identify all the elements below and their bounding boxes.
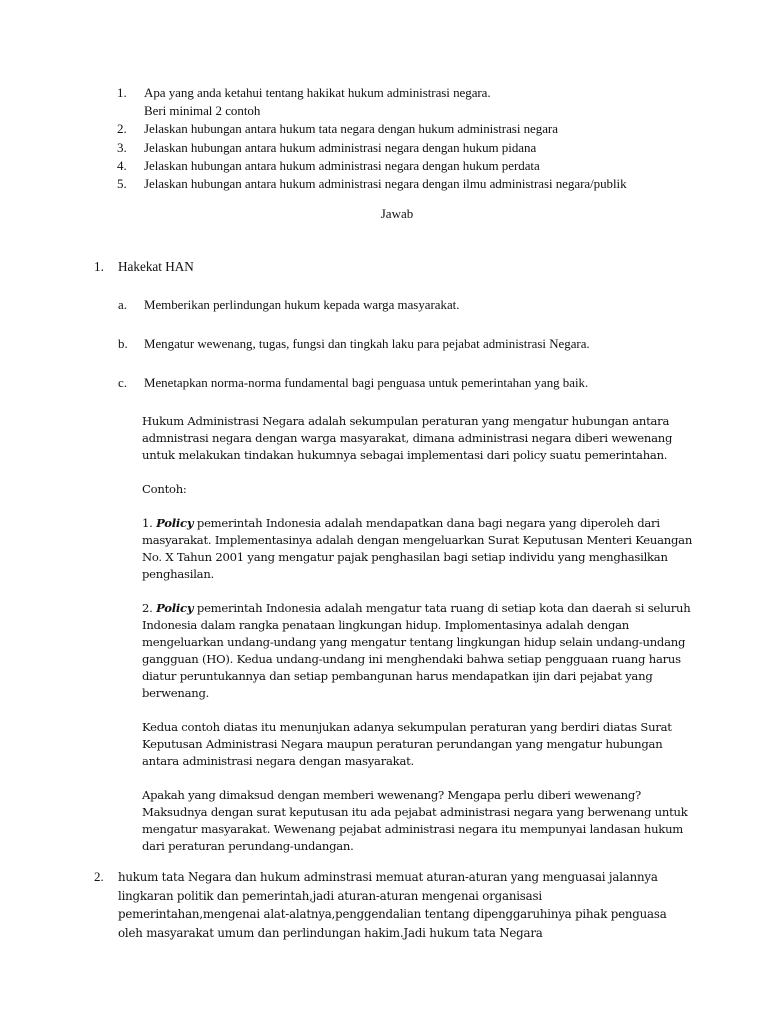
answer-one-marker: 1.	[94, 259, 104, 274]
question-item	[117, 120, 677, 138]
answer-section-one	[94, 258, 694, 872]
question-marker: 3.	[117, 139, 127, 155]
question-text: Jelaskan hubungan antara hukum administrasi negara dengan hukum perdata	[144, 157, 540, 173]
question-item	[117, 175, 677, 193]
sub-item-a	[118, 296, 694, 314]
question-marker: 1.	[117, 85, 127, 100]
question-text: Jelaskan hubungan antara hukum tata negara dengan hukum administrasi negara	[144, 121, 558, 137]
questions-list	[117, 84, 677, 193]
question-continuation: Beri minimal 2 contoh	[144, 103, 261, 119]
answer-two-text: hukum tata Negara dan hukum adminstrasi memuat aturan-aturan yang menguasai jalannya lingkaran politik dan pemerintah,jadi aturan-aturan mengenai organisasi pemerintahan,mengenai alat-alatnya,penggendalian tentang dipenggaruhinya pihak penguasa oleh masyarakat umum dan perlindungan hakim.Jadi hukum tata Negara	[118, 870, 667, 940]
question-text: Apa yang anda ketahui tentang hakikat hukum administrasi negara.	[144, 85, 491, 100]
answer-one-heading-text: Hakekat HAN	[118, 259, 194, 274]
sub-item-c	[118, 374, 694, 392]
question-item	[117, 84, 677, 120]
question-marker: 5.	[117, 176, 127, 192]
definition-paragraph: Hukum Administrasi Negara adalah sekumpulan peraturan yang mengatur hubungan antara admnistrasi negara dengan warga masyarakat, dimana administrasi negara diberi wewenang untuk melakukan tindakan hukumnya sebagai implementasi dari policy suatu pemerintahan.	[142, 414, 673, 462]
contoh-label: Contoh:	[142, 482, 187, 496]
example-emphasis: Policy	[156, 601, 194, 615]
answer-one-heading	[94, 258, 694, 276]
sub-item-marker: b.	[118, 337, 128, 351]
question-item	[117, 139, 677, 157]
example-emphasis: Policy	[156, 516, 194, 530]
sub-item-marker: a.	[118, 298, 127, 312]
example-paragraph-2	[142, 600, 698, 702]
example-number: 1.	[142, 516, 153, 530]
example-text: pemerintah Indonesia adalah mendapatkan dana bagi negara yang diperoleh dari masyarakat. Implementasinya adalah dengan mengeluarkan Surat Keputusan Menteri Keuangan No. X Tahun 2001 yang mengatur pajak penghasilan bagi setiap individu yang menghasilkan penghasilan.	[142, 516, 693, 581]
question-text: Jelaskan hubungan antara hukum administrasi negara dengan hukum pidana	[144, 139, 537, 155]
question-text: Jelaskan hubungan antara hukum administrasi negara dengan ilmu administrasi negara/publik	[144, 176, 627, 192]
jawab-label: Jawab	[380, 206, 414, 221]
closing-paragraph-1: Kedua contoh diatas itu menunjukan adanya sekumpulan peraturan yang berdiri diatas Surat Keputusan Administrasi Negara maupun peraturan perundangan yang mengatur hubungan antara administrasi negara dengan masyarakat.	[142, 720, 672, 768]
example-text: pemerintah Indonesia adalah mengatur tata ruang di setiap kota dan daerah si seluruh Indonesia dalam rangka penataan lingkungan hidup. Implomentasinya adalah dengan mengeluarkan undang-undang yang mengatur tentang lingkungan hidup selain undang-undang gangguan (HO). Kedua undang-undang ini menghendaki bahwa setiap pengguaan ruang harus diatur peruntukannya dan setiap pembangunan harus mendapatkan ijin dari pejabat yang berwenang.	[142, 601, 691, 700]
answer-one-body	[94, 413, 698, 855]
closing-paragraph-2: Apakah yang dimaksud dengan memberi wewenang? Mengapa perlu diberi wewenang? Maksudnya dengan surat keputusan itu ada pejabat administrasi negara yang berwenang untuk mengatur masyarakat. Wewenang pejabat administrasi negara itu mempunyai landasan hukum dari peraturan perundang-undangan.	[142, 788, 688, 853]
question-item	[117, 157, 677, 175]
sub-item-text: Memberikan perlindungan hukum kepada warga masyarakat.	[144, 298, 460, 312]
question-marker: 2.	[117, 121, 127, 137]
example-paragraph-1	[142, 515, 698, 583]
sub-item-text: Mengatur wewenang, tugas, fungsi dan tingkah laku para pejabat administrasi Negara.	[144, 337, 590, 351]
question-marker: 4.	[117, 157, 127, 173]
answer-two-marker: 2.	[94, 869, 104, 884]
answer-one-sub-list	[94, 296, 694, 392]
example-number: 2.	[142, 601, 153, 615]
answer-section-two	[94, 868, 684, 942]
sub-item-b	[118, 335, 694, 353]
sub-item-text: Menetapkan norma-norma fundamental bagi penguasa untuk pemerintahan yang baik.	[144, 376, 589, 390]
sub-item-marker: c.	[118, 376, 127, 390]
